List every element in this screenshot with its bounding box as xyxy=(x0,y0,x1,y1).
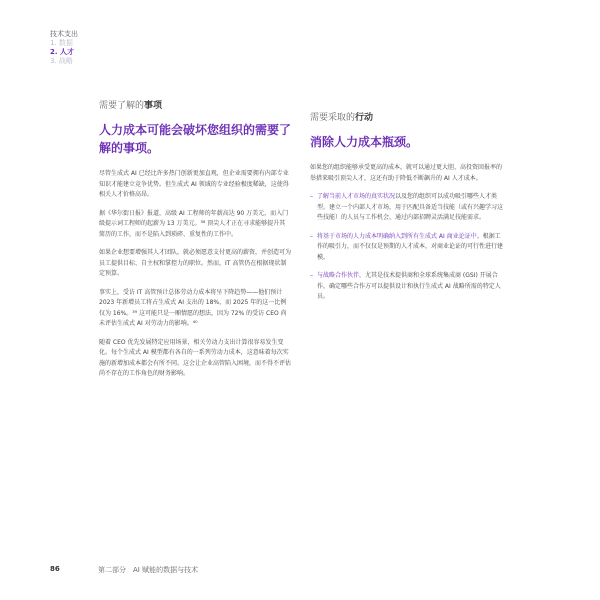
nav-item-data[interactable]: 1. 数据 xyxy=(50,39,73,47)
left-paragraph-4: 事实上，受访 IT 高管预计总体劳动力成本将呈下降趋势——他们预计 2023 年新增员工将占生成式 AI 支出的 18%，而 2025 年的这一比例仅为 16%。³⁹ 这可能只是一厢情愿的想法，因为 72% 的受访 CEO 尚未评估生成式 AI 对劳动力的影响。⁴⁰ xyxy=(99,288,287,327)
left-paragraph-5: 随着 CEO 优先发展特定应用场景，相关劳动力支出计算很容易发生变化。每个生成式 AI 模型都有各自的一系列劳动力成本，这意味着每次实施的新增加成本都会有所不同。这会让企业高管陷入困境，而不得不评估尚不存在的工作角色的财务影响。 xyxy=(99,338,292,377)
left-column xyxy=(99,98,291,388)
right-headline: 消除人力成本瓶颈。 xyxy=(310,135,419,149)
right-kicker-prefix: 需要采取的 xyxy=(310,113,356,123)
action-item-3 xyxy=(310,271,506,303)
nav-title: 技术支出 xyxy=(50,30,78,38)
left-paragraph-2: 据《华尔街日报》报道，高级 AI 工程师的年薪高达 90 万美元，而入门级提示词工程师的起薪为 13 万美元。³⁸ 顶尖人才正在寻求能够提升其简历的工作，而不是陷入到琐碎、重复性的工作中。 xyxy=(99,209,289,238)
section-nav xyxy=(50,30,78,66)
left-kicker-strong: 事项 xyxy=(144,101,163,111)
action-item-1 xyxy=(310,192,506,224)
action-item-3-text: 尤其是技术提供商和全球系统集成商 (GSI) 开展合作，确定哪些合作方可以提供设计和执行生成式 AI 战略所需的特定人员。 xyxy=(317,272,501,300)
action-item-2 xyxy=(310,232,506,264)
footer-section-title: 第二部分 AI 赋能的数据与技术 xyxy=(98,566,199,574)
action-item-3-highlight: 与战略合作伙伴， xyxy=(317,272,366,279)
right-column xyxy=(310,110,506,311)
action-item-1-text: 以及您的组织可以成功吸引哪些人才类型。建立一个内部人才市场，用于匹配具备适当技能（或有兴趣学习这些技能）的人员与工作机会，通过内部招聘灵活满足技能需求。 xyxy=(317,193,504,221)
action-item-2-text: 根据工作的吸引力，而不仅仅是预期的人才成本，对商业论证的可行性进行建模。 xyxy=(317,232,504,261)
nav-item-talent[interactable]: 2. 人才 xyxy=(50,48,74,56)
page-number: 86 xyxy=(50,565,60,573)
right-intro: 如果您的组织能够承受更高的成本，就可以通过更大胆、高投资回报率的举措来吸引顶尖人才，这还有助于降低不断飙升的 AI 人才成本。 xyxy=(310,164,503,182)
left-paragraph-3: 如果企业想要增强其人才团队，就必须愿意支付更高的薪资，并创造可为员工提供目标、自主权和掌控力的职位。然而，IT 高管仍在根据现状制定预算。 xyxy=(99,249,292,277)
right-kicker-strong: 行动 xyxy=(355,113,374,123)
action-item-2-highlight: 将基于市场的人力成本明确纳入到所有生成式 AI 商业论证中。 xyxy=(317,232,483,240)
action-item-1-highlight: 了解当前人才市场的真实状况 xyxy=(317,193,396,200)
left-paragraph-1: 尽管生成式 AI 已经比许多热门创新更加直观，但企业需要拥有内部专业知识才能建立竞争优势。但生成式 AI 领域的专业经验极度稀缺，这使得相关人才价格高昂。 xyxy=(99,170,289,198)
left-headline: 人力成本可能会破坏您组织的需要了解的事项。 xyxy=(99,123,292,155)
left-kicker-prefix: 需要了解的 xyxy=(99,101,145,111)
left-kicker xyxy=(99,98,291,111)
action-list xyxy=(310,192,506,303)
right-kicker xyxy=(310,110,506,123)
nav-item-strategy[interactable]: 3. 战略 xyxy=(50,57,73,65)
